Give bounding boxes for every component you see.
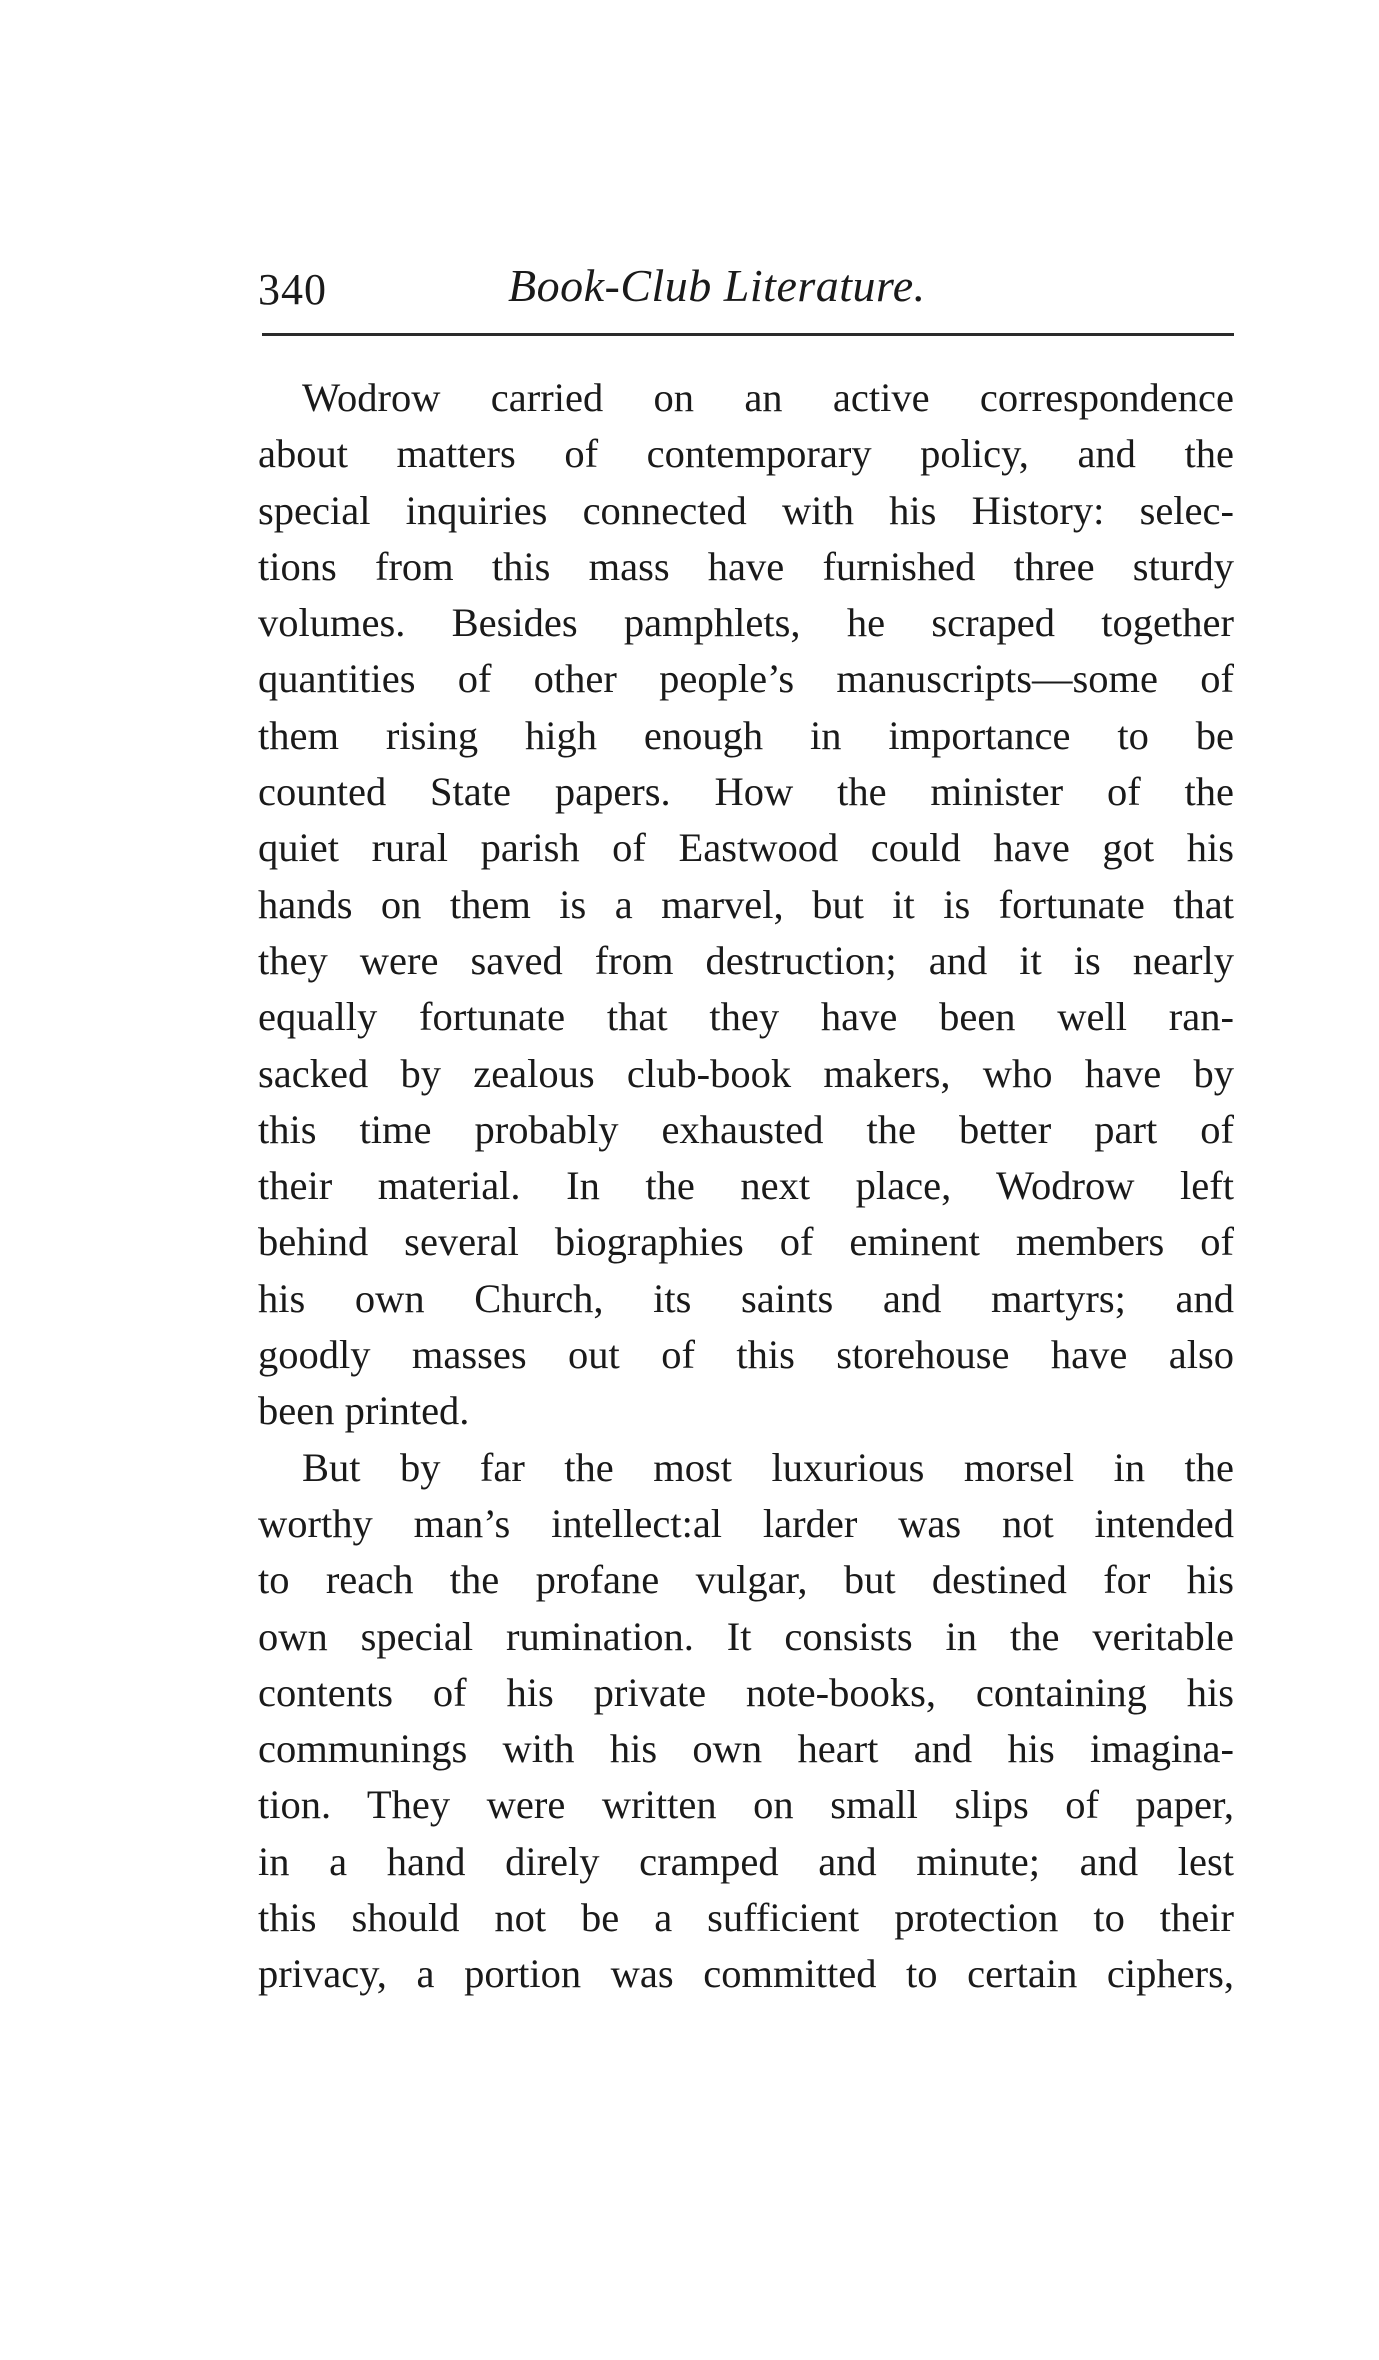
text-line: tions from this mass have furnished three sturdy [258,543,1234,589]
text-line: in a hand direly cramped and minute; and lest [258,1838,1234,1884]
body-text [258,370,1234,2003]
text-line: quiet rural parish of Eastwood could have got his [258,825,1234,871]
text-line: communings with his own heart and his imagina- [258,1726,1234,1772]
text-line: goodly masses out of this storehouse have also [258,1332,1234,1378]
text-line: privacy, a portion was committed to certain ciphers, [258,1951,1234,1997]
text-line: been printed. [258,1388,470,1434]
text-line: hands on them is a marvel, but it is fortunate that [258,881,1234,927]
text-line: his own Church, its saints and martyrs; and [258,1275,1234,1321]
text-line: own special rumination. It consists in the veritable [258,1613,1234,1659]
page-number: 340 [258,265,327,314]
text-line: this time probably exhausted the better part of [258,1106,1234,1152]
text-line: tion. They were written on small slips of paper, [258,1782,1234,1828]
text-line: Wodrow carried on an active correspondence [302,375,1234,420]
text-line: their material. In the next place, Wodrow left [258,1163,1234,1209]
text-line: contents of his private note-books, containing his [258,1669,1234,1715]
text-line: equally fortunate that they have been well ran- [258,994,1234,1040]
header-rule [262,333,1234,336]
paragraph-2 [258,1440,1234,2003]
text-line: quantities of other people’s manuscripts—some of [258,656,1234,702]
text-line: worthy man’s intellect:al larder was not intended [258,1500,1234,1546]
text-line: sacked by zealous club-book makers, who have by [258,1050,1234,1096]
text-line: counted State papers. How the minister of the [258,769,1234,815]
running-head [258,258,1234,328]
text-line: them rising high enough in importance to be [258,712,1234,758]
text-line: they were saved from destruction; and it is nearly [258,937,1234,983]
running-title: Book-Club Literature. [508,260,926,311]
text-line: about matters of contemporary policy, and the [258,431,1234,477]
text-line: volumes. Besides pamphlets, he scraped together [258,600,1234,646]
text-line: this should not be a sufficient protection to their [258,1895,1234,1941]
text-line: But by far the most luxurious morsel in the [302,1444,1234,1490]
paragraph-1 [258,370,1234,1440]
text-line: behind several biographies of eminent members of [258,1219,1234,1265]
text-line: special inquiries connected with his History: selec- [258,487,1234,533]
text-line: to reach the profane vulgar, but destined for his [258,1557,1234,1603]
